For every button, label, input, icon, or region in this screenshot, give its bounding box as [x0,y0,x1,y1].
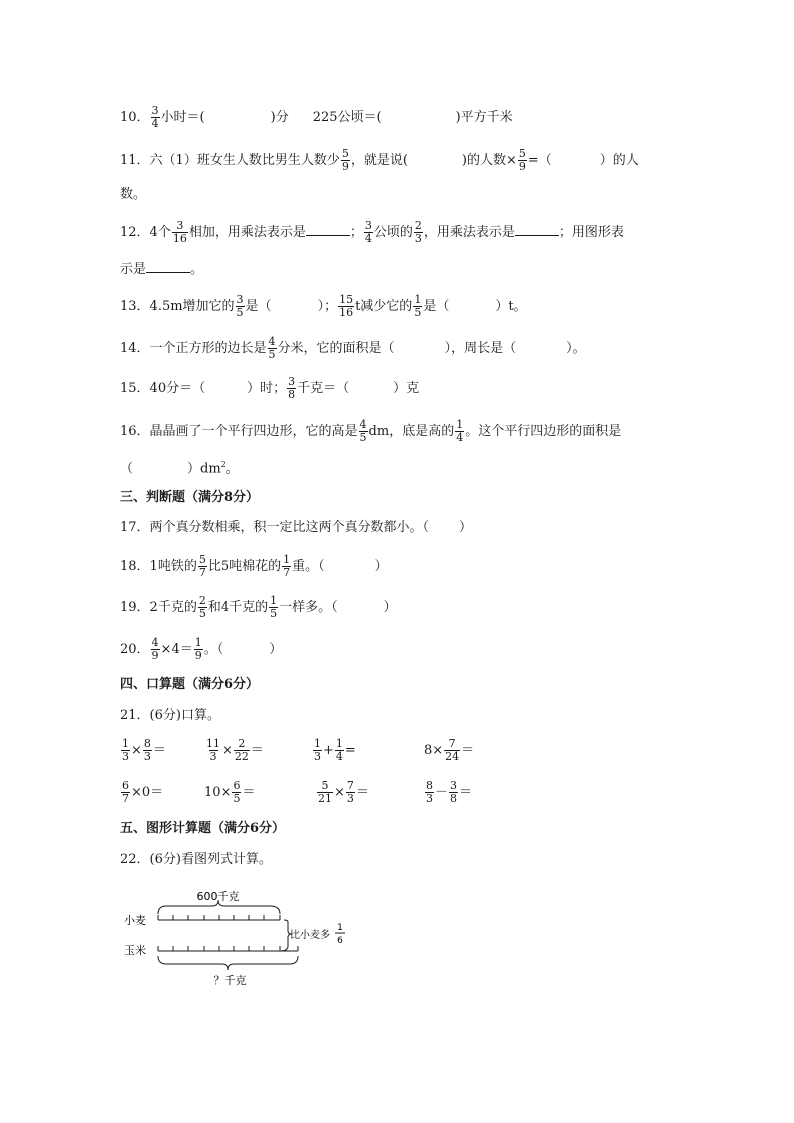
question-14: 14．一个正方形的边长是 $\frac{4}{5}$ 分米，它的面积是（ ），周长是（ ）。 [120,335,586,361]
extra-frac-num: 1 [337,923,343,933]
fraction: $\frac{3}{4}$ [151,104,159,130]
question-15: 15．40分＝（ ）时； $\frac{3}{8}$ 千克＝（ ）克 [120,375,420,401]
question-12: 12．4个 $\frac{3}{16}$ 相加，用乘法表示是 ； $\frac{3}{4}$ 公顷的 $\frac{2}{3}$ ，用乘法表示是 ；用图形表 [120,219,624,245]
section-title: 三、判断题（满分8分） [120,490,260,505]
row-label-wheat: 小麦 [124,914,146,927]
question-11: 11．六（1）班女生人数比男生人数少 $\frac{5}{9}$ ，就是说( )的人数× $\frac{5}{9}$ =（ ）的人 [120,147,639,173]
fraction: $\frac{4}{5}$ [359,418,367,444]
bottom-brace [158,956,298,970]
question-16-cont: （ ）$dm^2$。 [120,460,239,477]
fraction: $\frac{2}{3}$ [414,219,422,245]
extra-note: 比小麦多 [290,930,330,941]
fraction: $\frac{3}{16}$ [172,219,187,245]
fraction: $\frac{5}{7}$ [198,553,206,579]
fraction: $\frac{1}{9}$ [194,636,202,662]
question-16: 16．晶晶画了一个平行四边形，它的高是 $\frac{4}{5}$ dm，底是高的 $\frac{1}{4}$ 。这个平行四边形的面积是 [120,418,622,444]
question-21: 21．(6分)口算。 [120,708,220,723]
row-label-corn: 玉米 [124,944,146,957]
section-title: 四、口算题（满分6分） [120,677,260,692]
fraction: $\frac{1}{4}$ [456,418,464,444]
fraction: $\frac{3}{4}$ [364,219,372,245]
calc-item: $\frac{11}{3}$ × $\frac{2}{22}$ ＝ [206,737,264,763]
question-10: 10． $\frac{3}{4}$ 小时＝( )分 225公顷＝( )平方千米 [120,104,513,130]
fraction: $\frac{1}{5}$ [270,594,278,620]
answer-blank[interactable] [306,221,350,236]
fraction: $\frac{1}{7}$ [283,553,291,579]
calc-item: $\frac{5}{21}$ × $\frac{7}{3}$ ＝ [318,779,369,805]
question-19: 19．2千克的 $\frac{2}{5}$ 和4千克的 $\frac{1}{5}$ 一样多。（ ） [120,594,397,620]
fraction: $\frac{3}{8}$ [288,375,296,401]
answer-blank[interactable] [515,221,559,236]
question-13: 13．4.5m增加它的 $\frac{3}{5}$ 是（ ）； $\frac{15}{16}$ t减少它的 $\frac{1}{5}$ 是（ ）t。 [120,293,527,319]
calc-item: $\frac{1}{3}$ + $\frac{1}{4}$ = [314,737,356,763]
extra-frac-den: 6 [337,936,343,946]
fraction: $\frac{1}{5}$ [414,293,422,319]
fraction: $\frac{3}{5}$ [236,293,244,319]
fraction: $\frac{4}{5}$ [268,335,276,361]
top-label: 600千克 [196,890,240,903]
answer-blank[interactable] [146,258,190,273]
question-12-cont: 示是 。 [120,258,203,280]
section-title: 五、图形计算题（满分6分） [120,821,286,836]
segment-diagram [118,884,378,994]
calc-item: $\frac{6}{7}$ ×0＝ [122,779,164,805]
calc-item: $\frac{8}{3}$ － $\frac{3}{8}$ ＝ [426,779,473,805]
bottom-label: ？千克 [213,974,247,987]
question-18: 18．1吨铁的 $\frac{5}{7}$ 比5吨棉花的 $\frac{1}{7}$ 重。（ ） [120,553,388,579]
calc-item: 10× $\frac{6}{5}$ ＝ [204,779,256,805]
question-22: 22．(6分)看图列式计算。 [120,852,272,867]
fraction: $\frac{4}{9}$ [151,636,159,662]
question-20: 20． $\frac{4}{9}$ ×4＝ $\frac{1}{9}$ 。（ ） [120,636,283,662]
corn-ticks [158,946,298,951]
calc-item: $\frac{1}{3}$ × $\frac{8}{3}$ ＝ [122,737,166,763]
question-17: 17．两个真分数相乘，积一定比这两个真分数都小。（ ） [120,520,473,535]
wheat-ticks [158,915,280,920]
fraction: $\frac{15}{16}$ [339,293,354,319]
calc-item: 8× $\frac{7}{24}$ ＝ [424,737,475,763]
question-11-cont: 数。 [120,187,147,202]
fraction: $\frac{2}{5}$ [198,594,206,620]
fraction: $\frac{5}{9}$ [341,147,349,173]
fraction: $\frac{5}{9}$ [518,147,526,173]
